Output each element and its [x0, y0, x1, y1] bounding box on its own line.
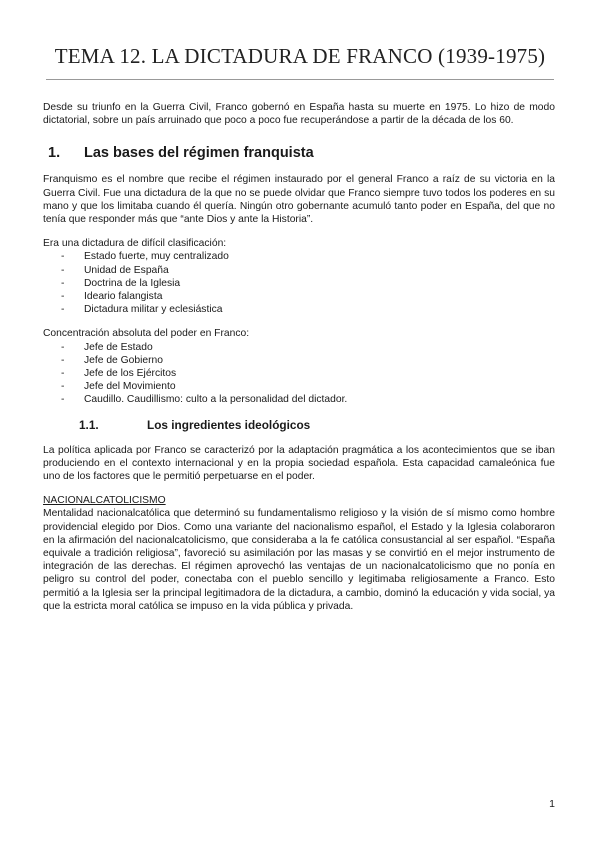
list-item	[43, 303, 555, 316]
nacionalcatolicismo-paragraph: Mentalidad nacionalcatólica que determinó su fundamentalismo religioso y la visión de sí mismo como hombre providencial elegido por Dios. Como una variante del nacionalismo español, el Estado y la Iglesia colaboraron en la afirmación del nacionalcatolicismo, que consideraba a la fe católica consustancial al ser español. “España equivale a tradición religiosa”, favoreció su asimilación por las masas y se convirtió en el mejor instrumento de integración de las derechas. El régimen aprovechó las ventajas de un nacionalcatolicismo que no ponía en peligro su control del poder, conectaba con el pueblo sencillo y legitimaba religiosamente a Franco. Esto permitió a la Iglesia ser la principal legitimadora de la dictadura, a cambio, dominó la educación y vida social, ya que la estricta moral católica se impuso en la vida pública y privada.	[43, 508, 555, 612]
intro-paragraph: Desde su triunfo en la Guerra Civil, Franco gobernó en España hasta su muerte en 1975. Lo hizo de modo dictatorial, sobre un país arruinado que poco a poco fue recuperándose a partir de la década de los 60.	[43, 102, 555, 127]
list-item	[43, 393, 555, 406]
list-dash: -	[61, 264, 65, 276]
power-intro: Concentración absoluta del poder en Franco:	[43, 328, 250, 340]
list-item-text: Jefe de los Ejércitos	[84, 368, 177, 380]
list-dash: -	[61, 394, 65, 406]
list-item-text: Ideario falangista	[84, 291, 163, 303]
list-dash: -	[61, 251, 65, 263]
section-1-number: 1.	[48, 145, 61, 162]
section-1-title: Las bases del régimen franquista	[84, 145, 314, 162]
document-body	[43, 101, 555, 613]
list-dash: -	[61, 277, 65, 289]
list-item-text: Unidad de España	[84, 264, 169, 276]
list-dash: -	[61, 304, 65, 316]
list-item	[43, 250, 555, 263]
list-dash: -	[61, 291, 65, 303]
list-item	[43, 290, 555, 303]
page-number: 1	[549, 798, 555, 810]
section-1-paragraph: Franquismo es el nombre que recibe el régimen instaurado por el general Franco a raíz de su victoria en la Guerra Civil. Fue una dictadura de la que no se puede olvidar que Franco siempre tuvo todos los poderes en su mano y que los limitaba cuando él quería. Ningún otro gobernante acumuló tanto poder en España, del que no tenía que responder más que “ante Dios y ante la Historia”.	[43, 174, 555, 226]
list-dash: -	[61, 381, 65, 393]
document-title: TEMA 12. LA DICTADURA DE FRANCO (1939-1975)	[54, 44, 546, 68]
list-dash: -	[61, 341, 65, 353]
power-list	[43, 341, 555, 407]
list-item	[43, 380, 555, 393]
list-item-text: Jefe de Estado	[84, 341, 153, 353]
list-item-text: Jefe del Movimiento	[84, 381, 176, 393]
section-1-1-number: 1.1.	[79, 417, 99, 432]
section-1-1-title: Los ingredientes ideológicos	[147, 417, 311, 432]
nacionalcatolicismo-label: NACIONALCATOLICISMO	[43, 495, 166, 507]
title-divider	[46, 79, 554, 80]
list-item-text: Jefe de Gobierno	[84, 354, 163, 366]
list-item	[43, 264, 555, 277]
list-item	[43, 341, 555, 354]
list-item	[43, 367, 555, 380]
section-1-1-paragraph: La política aplicada por Franco se caracterizó por la adaptación pragmática a los acontecimientos que se iban produciendo en el contexto internacional y en la propia sociedad española. Esta capacidad camaleónica fue uno de los factores que le permitió perpetuarse en el poder.	[43, 444, 555, 483]
section-1-heading	[43, 144, 555, 162]
list-dash: -	[61, 368, 65, 380]
classification-list	[43, 250, 555, 316]
classification-intro: Era una dictadura de difícil clasificación:	[43, 238, 227, 250]
list-item-text: Dictadura militar y eclesiástica	[84, 304, 223, 316]
list-item-text: Doctrina de la Iglesia	[84, 277, 181, 289]
list-dash: -	[61, 354, 65, 366]
list-item-text: Caudillo. Caudillismo: culto a la personalidad del dictador.	[84, 394, 348, 406]
list-item	[43, 277, 555, 290]
list-item-text: Estado fuerte, muy centralizado	[84, 251, 229, 263]
section-1-1-heading	[43, 418, 555, 433]
list-item	[43, 354, 555, 367]
